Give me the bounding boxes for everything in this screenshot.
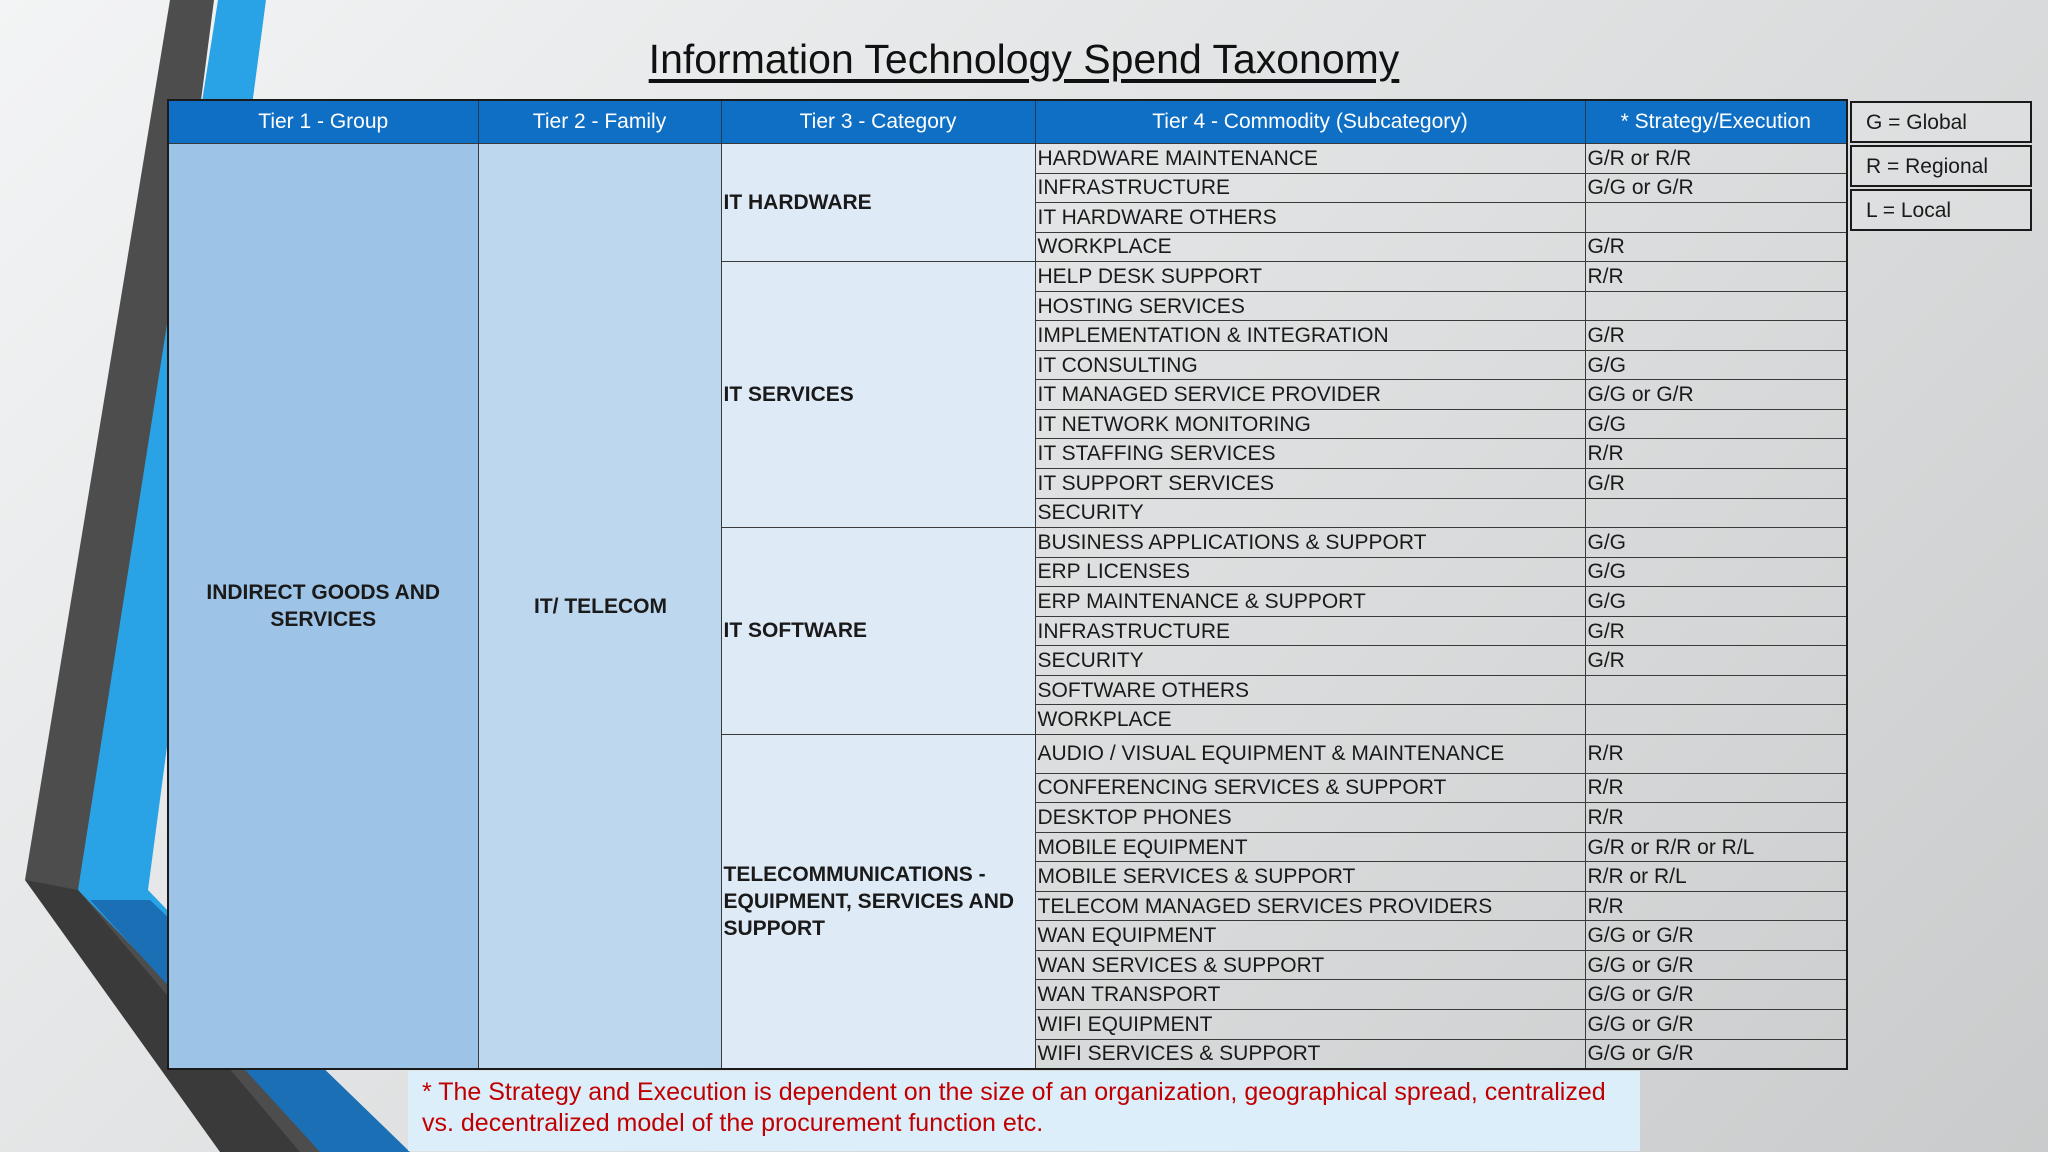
table-header-row <box>168 100 1847 144</box>
commodity-cell: SOFTWARE OTHERS <box>1035 675 1585 705</box>
strategy-cell: G/R <box>1585 616 1847 646</box>
strategy-cell: R/R <box>1585 891 1847 921</box>
commodity-cell: HELP DESK SUPPORT <box>1035 262 1585 292</box>
commodity-cell: IT CONSULTING <box>1035 350 1585 380</box>
strategy-cell: G/R or R/R <box>1585 144 1847 174</box>
commodity-cell: DESKTOP PHONES <box>1035 803 1585 833</box>
strategy-cell: G/G <box>1585 528 1847 558</box>
strategy-cell: G/R or R/R or R/L <box>1585 832 1847 862</box>
header-tier1: Tier 1 - Group <box>168 100 478 144</box>
header-tier4: Tier 4 - Commodity (Subcategory) <box>1035 100 1585 144</box>
tier1-cell: INDIRECT GOODS AND SERVICES <box>168 144 478 1070</box>
legend-local: L = Local <box>1850 189 2032 231</box>
taxonomy-body <box>168 144 1847 1070</box>
strategy-cell <box>1585 705 1847 735</box>
commodity-cell: IT MANAGED SERVICE PROVIDER <box>1035 380 1585 410</box>
commodity-cell: WIFI EQUIPMENT <box>1035 1010 1585 1040</box>
strategy-cell: G/G or G/R <box>1585 950 1847 980</box>
commodity-cell: IT STAFFING SERVICES <box>1035 439 1585 469</box>
strategy-cell: R/R <box>1585 734 1847 773</box>
commodity-cell: WORKPLACE <box>1035 232 1585 262</box>
commodity-cell: WIFI SERVICES & SUPPORT <box>1035 1039 1585 1069</box>
commodity-cell: IT SUPPORT SERVICES <box>1035 469 1585 499</box>
commodity-cell: MOBILE EQUIPMENT <box>1035 832 1585 862</box>
strategy-cell <box>1585 291 1847 321</box>
tier3-category-cell: IT SOFTWARE <box>721 528 1035 735</box>
header-strategy: * Strategy/Execution <box>1585 100 1847 144</box>
strategy-cell: G/R <box>1585 232 1847 262</box>
legend-regional: R = Regional <box>1850 145 2032 187</box>
commodity-cell: IT HARDWARE OTHERS <box>1035 203 1585 233</box>
strategy-cell: G/G or G/R <box>1585 1010 1847 1040</box>
strategy-cell: G/G <box>1585 587 1847 617</box>
strategy-cell: G/G or G/R <box>1585 1039 1847 1069</box>
commodity-cell: INFRASTRUCTURE <box>1035 616 1585 646</box>
commodity-cell: ERP MAINTENANCE & SUPPORT <box>1035 587 1585 617</box>
strategy-cell: G/R <box>1585 321 1847 351</box>
commodity-cell: TELECOM MANAGED SERVICES PROVIDERS <box>1035 891 1585 921</box>
strategy-cell: G/R <box>1585 469 1847 499</box>
commodity-cell: HARDWARE MAINTENANCE <box>1035 144 1585 174</box>
strategy-cell: G/G <box>1585 350 1847 380</box>
strategy-cell: G/G or G/R <box>1585 380 1847 410</box>
strategy-cell: G/G <box>1585 409 1847 439</box>
commodity-cell: WAN SERVICES & SUPPORT <box>1035 950 1585 980</box>
commodity-cell: WAN EQUIPMENT <box>1035 921 1585 951</box>
header-tier3: Tier 3 - Category <box>721 100 1035 144</box>
strategy-cell: G/G or G/R <box>1585 980 1847 1010</box>
strategy-cell: R/R <box>1585 262 1847 292</box>
commodity-cell: AUDIO / VISUAL EQUIPMENT & MAINTENANCE <box>1035 734 1585 773</box>
commodity-cell: ERP LICENSES <box>1035 557 1585 587</box>
tier3-category-cell: IT HARDWARE <box>721 144 1035 262</box>
strategy-cell: R/R <box>1585 803 1847 833</box>
strategy-cell: G/G <box>1585 557 1847 587</box>
strategy-cell <box>1585 498 1847 528</box>
strategy-cell: G/G or G/R <box>1585 173 1847 203</box>
commodity-cell: BUSINESS APPLICATIONS & SUPPORT <box>1035 528 1585 558</box>
commodity-cell: SECURITY <box>1035 646 1585 676</box>
legend <box>1850 101 2032 233</box>
commodity-cell: INFRASTRUCTURE <box>1035 173 1585 203</box>
commodity-cell: WORKPLACE <box>1035 705 1585 735</box>
strategy-cell: G/G or G/R <box>1585 921 1847 951</box>
tier3-category-cell: TELECOMMUNICATIONS - EQUIPMENT, SERVICES AND SUPPORT <box>721 734 1035 1069</box>
header-tier2: Tier 2 - Family <box>478 100 721 144</box>
strategy-cell <box>1585 203 1847 233</box>
strategy-cell: G/R <box>1585 646 1847 676</box>
taxonomy-table <box>167 99 1848 1070</box>
strategy-cell: R/R or R/L <box>1585 862 1847 892</box>
footnote: * The Strategy and Execution is dependent on the size of an organization, geographical spread, centralized vs. decentralized model of the procurement function etc. <box>408 1071 1640 1151</box>
strategy-cell: R/R <box>1585 439 1847 469</box>
tier3-category-cell: IT SERVICES <box>721 262 1035 528</box>
tier2-cell: IT/ TELECOM <box>478 144 721 1070</box>
commodity-cell: IT NETWORK MONITORING <box>1035 409 1585 439</box>
page-title: Information Technology Spend Taxonomy <box>648 36 1400 82</box>
commodity-cell: MOBILE SERVICES & SUPPORT <box>1035 862 1585 892</box>
commodity-cell: HOSTING SERVICES <box>1035 291 1585 321</box>
strategy-cell: R/R <box>1585 773 1847 803</box>
commodity-cell: CONFERENCING SERVICES & SUPPORT <box>1035 773 1585 803</box>
legend-global: G = Global <box>1850 101 2032 143</box>
commodity-cell: SECURITY <box>1035 498 1585 528</box>
commodity-cell: IMPLEMENTATION & INTEGRATION <box>1035 321 1585 351</box>
strategy-cell <box>1585 675 1847 705</box>
commodity-cell: WAN TRANSPORT <box>1035 980 1585 1010</box>
table-row <box>168 144 1847 174</box>
